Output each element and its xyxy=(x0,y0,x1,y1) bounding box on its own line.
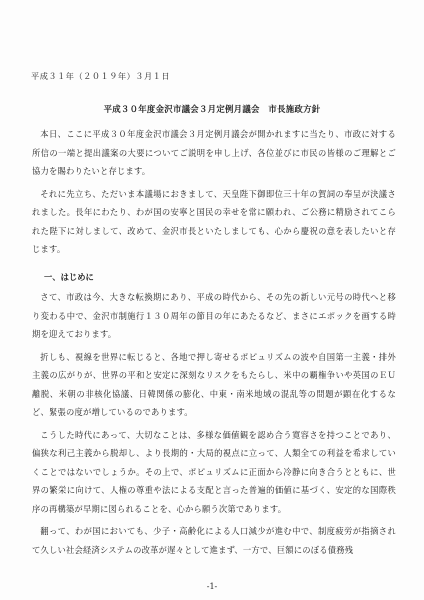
body-paragraph: 折しも、視線を世界に転じると、各地で押し寄せるポピュリズムの波や自国第一主義・排外主義の広がりが、世界の平和と安定に深刻なリスクをもたらし、米中の覇権争いや英国のＥＵ離脱、米朝の非核化協議、日韓関係の膨化、中東・南米地域の混乱等の問題が顕在化するなど、緊張の度が増しているのであります。 xyxy=(32,351,396,417)
page-number: -1- xyxy=(206,582,218,591)
section-heading: 一、はじめに xyxy=(44,272,94,282)
body-paragraph: 翻って、わが国においても、少子・高齢化による人口減少が進む中で、制度疲労が指摘されて久しい社会経済システムの改革が遅々として進まず、一方で、巨額にのぼる債務残 xyxy=(32,526,396,555)
intro-paragraph: それに先立ち、ただいま本議場におきまして、天皇陛下御即位三十年の賀詞の奉呈が決議されました。長年にわたり、わが国の安寧と国民の幸せを常に願われ、ご公務に精励されてこられた陛下に対しまして、改めて、金沢市長といたしましても、心から慶祝の意を表したいと存じます。 xyxy=(32,188,396,254)
intro-section xyxy=(32,125,396,263)
document-date: 平成３１年（２０１９年）３月１日 xyxy=(31,71,171,81)
body-paragraph: こうした時代にあって、大切なことは、多様な価値観を認め合う寛容さを持つことであり、偏狭な利己主義から脱却し、より長期的・大局的視点に立って、人類全ての利益を希求していくことではないでしょうか。その上で、ポピュリズムに正面から冷静に向き合うとともに、世界の繁栄に向けて、人権の尊重や法による支配と言った普遍的価値に基づく、安定的な国際秩序の再構築が早期に図られることを、心から願う次第であります。 xyxy=(32,429,396,514)
intro-paragraph: 本日、ここに平成３０年度金沢市議会３月定例月議会が開かれますに当たり、市政に対する所信の一端と提出議案の大要についてご説明を申し上げ、各位並びに市民の皆様のご理解とご協力を賜わりたいと存じます。 xyxy=(32,129,396,176)
document-title: 平成３０年度金沢市議会３月定例月議会 市長施政方針 xyxy=(103,104,321,114)
section-body xyxy=(32,288,396,563)
body-paragraph: さて、市政は今、大きな転換期にあり、平成の時代から、その先の新しい元号の時代へと移り変わる中で、金沢市制施行１３０周年の節目の年にあたるなど、まさにエポックを画する時期を迎えております。 xyxy=(32,292,396,339)
